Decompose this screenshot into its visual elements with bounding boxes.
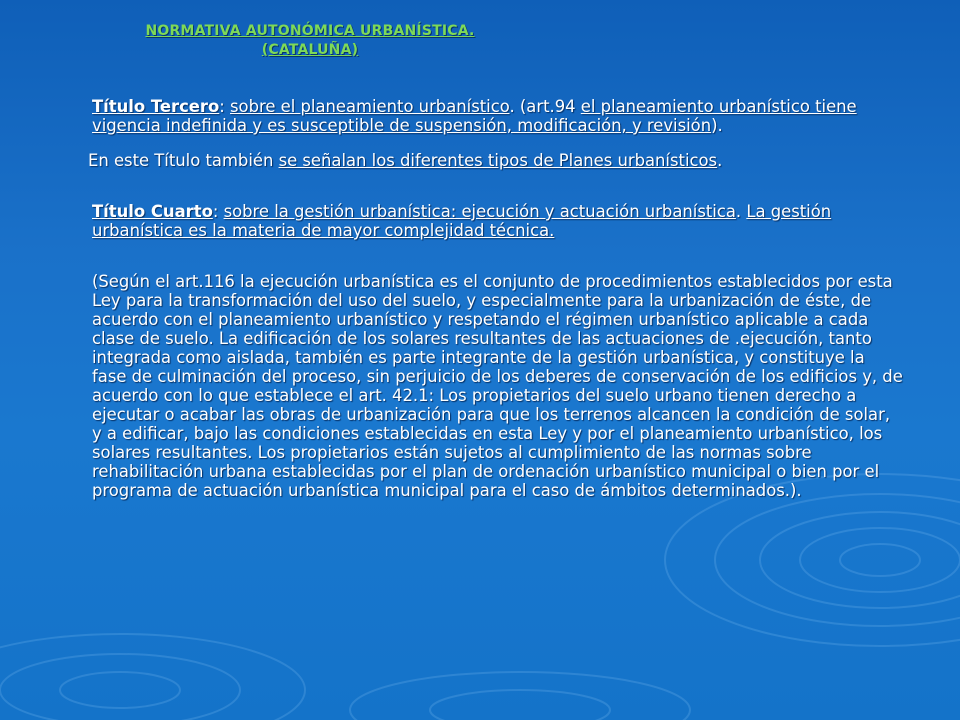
link-vigencia[interactable]: el planeamiento urbanístico tiene vigencia indefinida y es susceptible de suspensión, modificación, y revisión: [92, 97, 857, 135]
title-line-2: (CATALUÑA): [261, 42, 359, 58]
paragraph-titulo-cuarto: [92, 202, 904, 240]
slide-body: [88, 97, 904, 500]
text-prefix: En este Título también: [88, 151, 279, 170]
separator: :: [212, 202, 224, 221]
slide-title: [0, 22, 620, 60]
link-tipos-planes[interactable]: se señalan los diferentes tipos de Planes urbanísticos: [278, 151, 718, 170]
paragraph-tipos-planes: [88, 151, 904, 170]
separator: :: [219, 97, 231, 116]
paragraph-end: .: [717, 151, 723, 170]
heading-titulo-cuarto: Título Cuarto: [92, 202, 213, 221]
link-complejidad[interactable]: La gestión urbanística es la materia de mayor complejidad técnica.: [92, 202, 832, 240]
heading-titulo-tercero: Título Tercero: [92, 97, 220, 116]
paragraph-end: ).: [711, 116, 723, 135]
link-planeamiento[interactable]: sobre el planeamiento urbanístico: [230, 97, 510, 116]
separator: . (art.94: [509, 97, 581, 116]
title-line-1: NORMATIVA AUTONÓMICA URBANÍSTICA.: [145, 23, 475, 39]
paragraph-art-116: (Según el art.116 la ejecución urbanística es el conjunto de procedimientos establecidos por esta Ley para la transformación del uso del suelo, y especialmente para la urbanización de éste, de acuerdo con el planeamiento urbanístico y respetando el régimen urbanístico aplicable a cada clase de suelo. La edificación de los solares resultantes de las actuaciones de .ejecución, tanto integrada como aislada, también es parte integrante de la gestión urbanística, y constituye la fase de culminación del proceso, sin perjuicio de los deberes de conservación de los edificios y, de acuerdo con lo que establece el art. 42.1: Los propietarios del suelo urbano tienen derecho a ejecutar o acabar las obras de urbanización para que los terrenos alcancen la condición de solar, y a edificar, bajo las condiciones establecidas en esta Ley y por el planeamiento urbanístico, los solares resultantes. Los propietarios están sujetos al cumplimiento de las normas sobre rehabilitación urbana establecidas por el plan de ordenación urbanístico municipal o bien por el programa de actuación urbanística municipal para el caso de ámbitos determinados.).: [92, 272, 903, 500]
paragraph-titulo-tercero: [92, 97, 904, 135]
separator: .: [735, 202, 747, 221]
link-gestion[interactable]: sobre la gestión urbanística: ejecución y actuación urbanística: [223, 202, 736, 221]
